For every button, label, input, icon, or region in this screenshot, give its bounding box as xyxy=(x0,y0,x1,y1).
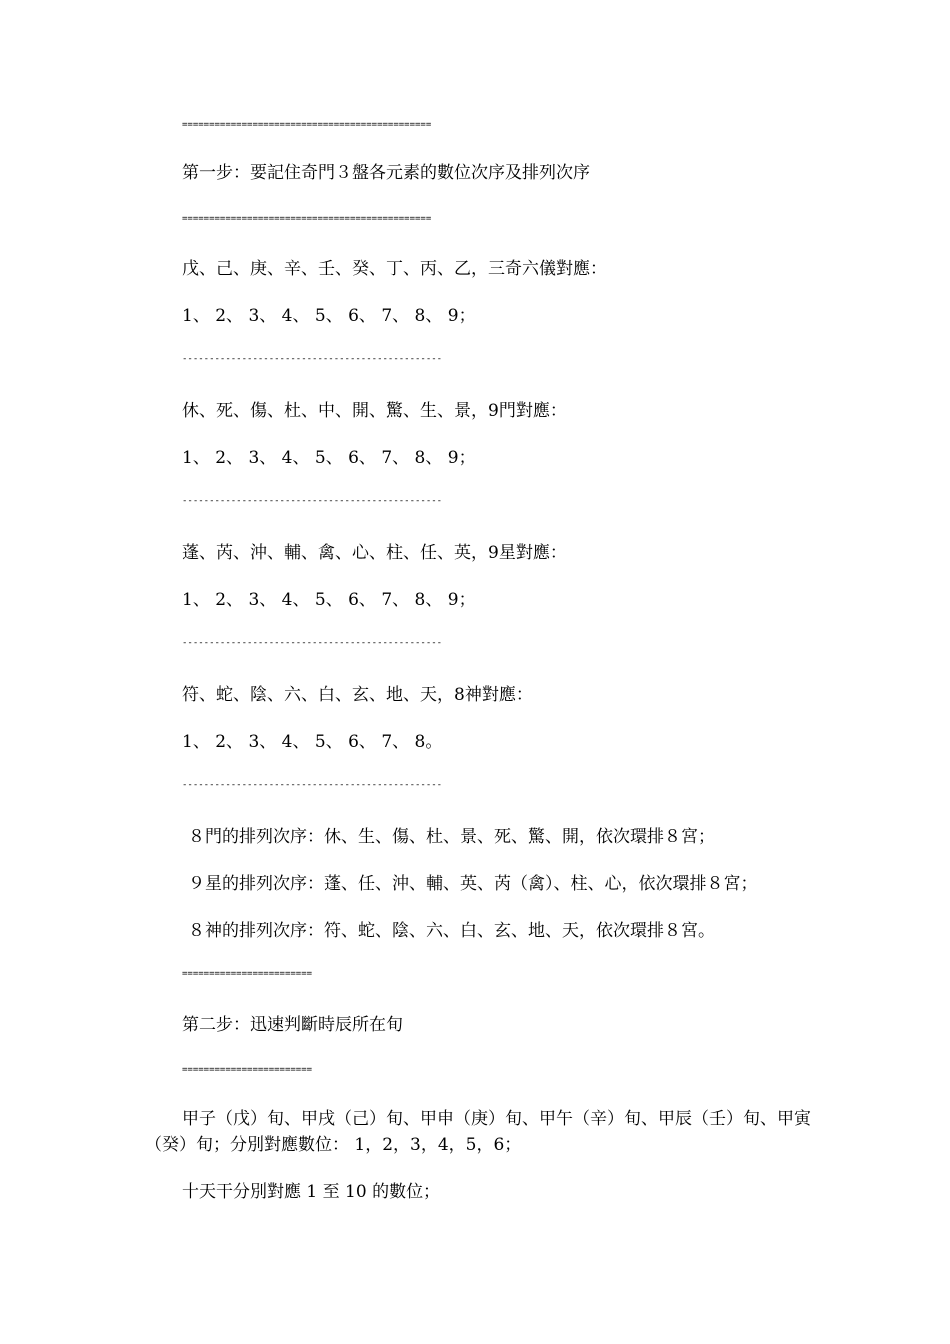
xun-paragraph: 甲子（戊）旬、甲戌（己）旬、甲申（庚）旬、甲午（辛）旬、甲辰（壬）旬、甲寅（癸）旬；分別對應數位： 1，2，3，4，5，6； xyxy=(145,1109,811,1155)
separator-7: ======================== xyxy=(182,969,313,979)
nine-doors-line: 休、死、傷、杜、中、開、驚、生、景，9門對應： xyxy=(182,401,567,421)
separator-5: ------------------------------------------------ xyxy=(182,638,443,648)
nine-stars-numbers-line: 1、 2、 3、 4、 5、 6、 7、 8、 9； xyxy=(182,590,476,610)
tiangan-line: 十天干分別對應 1 至 10 的數位； xyxy=(182,1182,441,1202)
step1-heading: 第一步：要記住奇門３盤各元素的數位次序及排列次序 xyxy=(182,163,590,183)
separator-8: ======================== xyxy=(182,1065,313,1075)
doors-order-line: ８門的排列次序：休、生、傷、杜、景、死、驚、開，依次環排８宮； xyxy=(188,827,715,847)
separator-4: ------------------------------------------------ xyxy=(182,496,443,506)
separator-3: ------------------------------------------------ xyxy=(182,354,443,364)
eight-gods-numbers-line: 1、 2、 3、 4、 5、 6、 7、 8。 xyxy=(182,732,443,752)
gods-order-line: ８神的排列次序：符、蛇、陰、六、白、玄、地、天，依次環排８宮。 xyxy=(188,921,715,941)
sanqi-liuyi-line: 戊、己、庚、辛、壬、癸、丁、丙、乙，三奇六儀對應： xyxy=(182,259,607,279)
nine-doors-numbers-line: 1、 2、 3、 4、 5、 6、 7、 8、 9； xyxy=(182,448,476,468)
eight-gods-line: 符、蛇、陰、六、白、玄、地、天，8神對應： xyxy=(182,685,533,705)
nine-stars-line: 蓬、芮、沖、輔、禽、心、柱、任、英，9星對應： xyxy=(182,543,567,563)
separator-1: ============================================== xyxy=(182,120,432,130)
step2-heading: 第二步：迅速判斷時辰所在旬 xyxy=(182,1015,403,1035)
sanqi-numbers-line: 1、 2、 3、 4、 5、 6、 7、 8、 9； xyxy=(182,306,476,326)
stars-order-line: ９星的排列次序：蓬、任、沖、輔、英、芮（禽）、柱、心，依次環排８宮； xyxy=(188,874,758,894)
separator-2: ============================================== xyxy=(182,214,432,224)
separator-6: ------------------------------------------------ xyxy=(182,780,443,790)
